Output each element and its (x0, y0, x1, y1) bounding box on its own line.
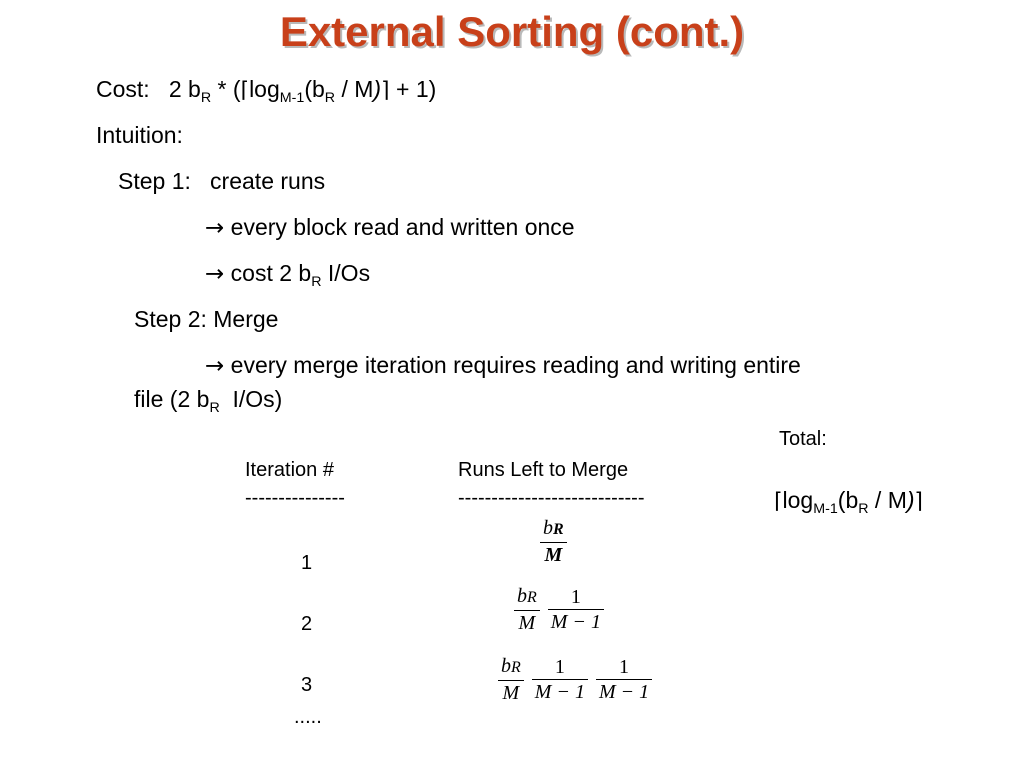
total-expr (774, 487, 924, 517)
symbol-one: 1 (570, 586, 581, 608)
step1-note1 (205, 214, 575, 241)
step2-label: Step 2: Merge (134, 306, 279, 332)
arrow-right-icon: → (205, 353, 225, 379)
ceiling-left-symbol: ⌈ (774, 489, 783, 514)
step1-note1-text: every block read and written once (224, 214, 575, 240)
iteration-number: 3 (301, 674, 313, 696)
symbol-m-minus-1: M − 1 (550, 611, 601, 633)
symbol-m: M (502, 682, 520, 704)
slide-title: External Sorting (cont.) (279, 8, 745, 55)
log-close: ) (373, 76, 382, 102)
fraction-br-over-m (498, 654, 524, 705)
total-log: log (782, 487, 814, 513)
step1-label: Step 1: create runs (118, 168, 326, 194)
formula-row-2 (514, 584, 612, 635)
iteration-number: 1 (301, 552, 313, 574)
col-iteration-header: Iteration # (245, 459, 334, 481)
step2-note (205, 352, 801, 379)
total-label: Total: (779, 428, 827, 450)
step2-note-text: every merge iteration requires reading and writing entire (224, 352, 801, 378)
fraction-one-over-m-minus-1 (532, 655, 588, 704)
log-base: M-1 (279, 89, 305, 106)
log-text: log (249, 76, 280, 102)
arrow-right-icon: → (205, 261, 225, 287)
ceiling-left-symbol: ⌈ (240, 78, 250, 103)
symbol-r: R (511, 659, 521, 676)
formula-row-1 (540, 516, 575, 567)
total-base: M-1 (813, 500, 838, 517)
ceiling-right-symbol: ⌉ (381, 78, 390, 103)
formula-row-3 (498, 654, 660, 705)
step2-cont (134, 386, 283, 416)
ellipsis: ..... (294, 706, 322, 728)
total-close: ) (906, 487, 915, 513)
cost-expr-pre: 2 b (168, 76, 201, 102)
total-arg-pre: (b (837, 487, 859, 513)
fraction-br-over-m (540, 516, 567, 567)
symbol-one: 1 (619, 656, 630, 678)
cost-line (96, 76, 437, 106)
symbol-r: R (527, 589, 537, 606)
iteration-number: 2 (301, 613, 313, 635)
cost-tail: + 1) (389, 76, 437, 102)
cost-label: Cost: (96, 76, 150, 102)
col-runs-dashes: ---------------------------- (458, 487, 645, 509)
symbol-b: b (543, 517, 553, 539)
step1-note2-sub: R (311, 273, 322, 290)
step2-cont-post: I/Os) (219, 386, 283, 412)
log-arg-sub: R (324, 89, 336, 106)
step1-note2-post: I/Os (321, 260, 371, 286)
symbol-m: M (518, 612, 536, 634)
symbol-r: R (553, 521, 564, 538)
symbol-one: 1 (554, 656, 565, 678)
total-arg-sub: R (858, 500, 869, 517)
fraction-one-over-m-minus-1 (596, 655, 652, 704)
fraction-one-over-m-minus-1 (548, 585, 604, 634)
symbol-m-minus-1: M − 1 (534, 681, 585, 703)
arrow-right-icon: → (205, 215, 225, 241)
step2-cont-pre: file (2 b (134, 386, 210, 412)
step1-note2-pre: cost 2 b (224, 260, 312, 286)
step2-cont-sub: R (209, 399, 220, 416)
col-iteration-dashes: --------------- (245, 487, 345, 509)
ceiling-right-symbol: ⌉ (914, 489, 924, 514)
fraction-br-over-m (514, 584, 540, 635)
col-runs-header: Runs Left to Merge (458, 459, 629, 481)
intuition-label: Intuition: (96, 122, 183, 148)
cost-expr-mid: * ( (211, 76, 241, 102)
symbol-b: b (517, 585, 527, 607)
log-arg-pre: (b (304, 76, 325, 102)
symbol-m-minus-1: M − 1 (598, 681, 650, 703)
total-arg-post: / M (868, 487, 907, 513)
cost-expr-sub: R (200, 89, 212, 106)
symbol-b: b (501, 655, 511, 677)
step1-note2 (205, 260, 371, 290)
symbol-m: M (544, 544, 563, 566)
log-arg-post: / M (335, 76, 374, 102)
